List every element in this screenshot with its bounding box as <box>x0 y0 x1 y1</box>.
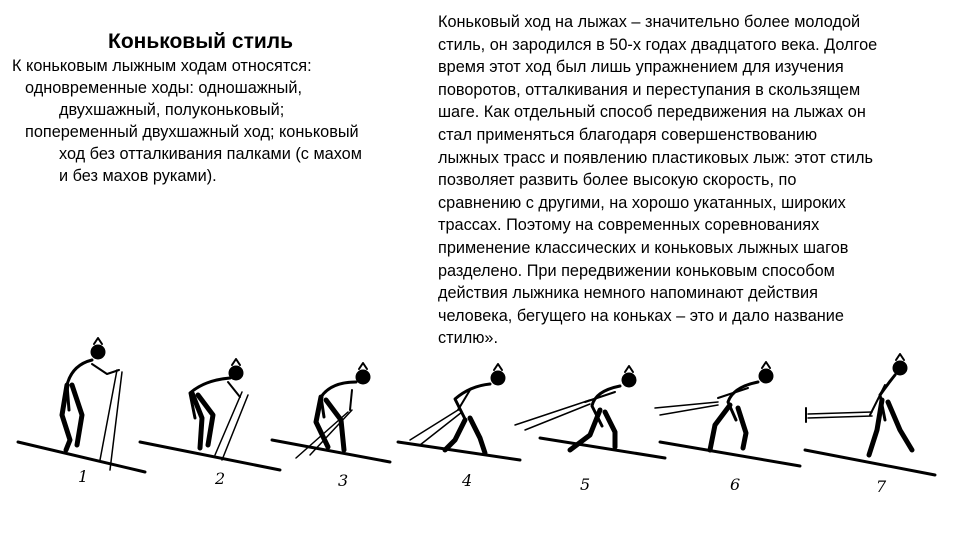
right-line: время этот ход был лишь упражнением для изучения <box>438 58 844 77</box>
skier-sequence-illustration <box>0 330 960 530</box>
left-line: одновременные ходы: одношажный, <box>25 79 302 97</box>
figure-number-2: 2 <box>215 469 226 488</box>
right-line: поворотов, отталкивания и переступания в скользящем <box>438 80 861 99</box>
left-line: двухшажный, полуконьковый; <box>59 101 285 119</box>
figure-number-5: 5 <box>580 475 591 494</box>
right-line: шаге. Как отдельный способ передвижения на лыжах он <box>438 103 866 122</box>
left-line: и без махов руками). <box>59 167 217 185</box>
figure-number-1: 1 <box>78 467 89 486</box>
figure-number-4: 4 <box>462 471 473 490</box>
left-line: К коньковым лыжным ходам относятся: <box>12 57 312 75</box>
skier-figure-3 <box>272 363 390 462</box>
left-line: ход без отталкивания палками (с махом <box>59 145 362 163</box>
right-line: применение классических и коньковых лыжных шагов <box>438 239 849 257</box>
skier-figure-6 <box>655 362 800 466</box>
right-line: стилю». <box>438 329 498 348</box>
skier-figure-7 <box>805 354 935 475</box>
left-line: попеременный двухшажный ход; коньковый <box>25 123 359 141</box>
right-line: сравнению с другими, на хорошо укатанных, широких <box>438 193 846 212</box>
right-line: человека, бегущего на коньках – это и дало название <box>438 306 844 325</box>
right-line: действия лыжника немного напоминают действия <box>438 284 818 303</box>
right-line: Коньковый ход на лыжах – значительно более молодой <box>438 13 861 31</box>
skating-technique-figures <box>0 330 960 530</box>
figure-number-6: 6 <box>730 475 741 494</box>
skier-figure-1 <box>18 338 145 472</box>
skier-figure-5 <box>515 366 665 458</box>
right-line: стиль, он зародился в 50-х годах двадцатого века. Долгое <box>438 35 878 54</box>
right-line: стал применяться благодаря совершенствованию <box>438 126 818 144</box>
right-line: трассах. Поэтому на современных соревнованиях <box>438 216 820 235</box>
figure-number-7: 7 <box>876 477 887 496</box>
slide-title: Коньковый стиль <box>108 30 294 53</box>
right-line: разделено. При передвижении коньковым способом <box>438 261 835 280</box>
right-line: позволяет развить более высокую скорость, по <box>438 171 797 190</box>
skier-figure-4 <box>398 364 520 460</box>
skier-figure-2 <box>140 359 280 470</box>
right-line: лыжных трасс и появлению пластиковых лыж: этот стиль <box>438 148 873 167</box>
figure-number-3: 3 <box>338 471 349 490</box>
